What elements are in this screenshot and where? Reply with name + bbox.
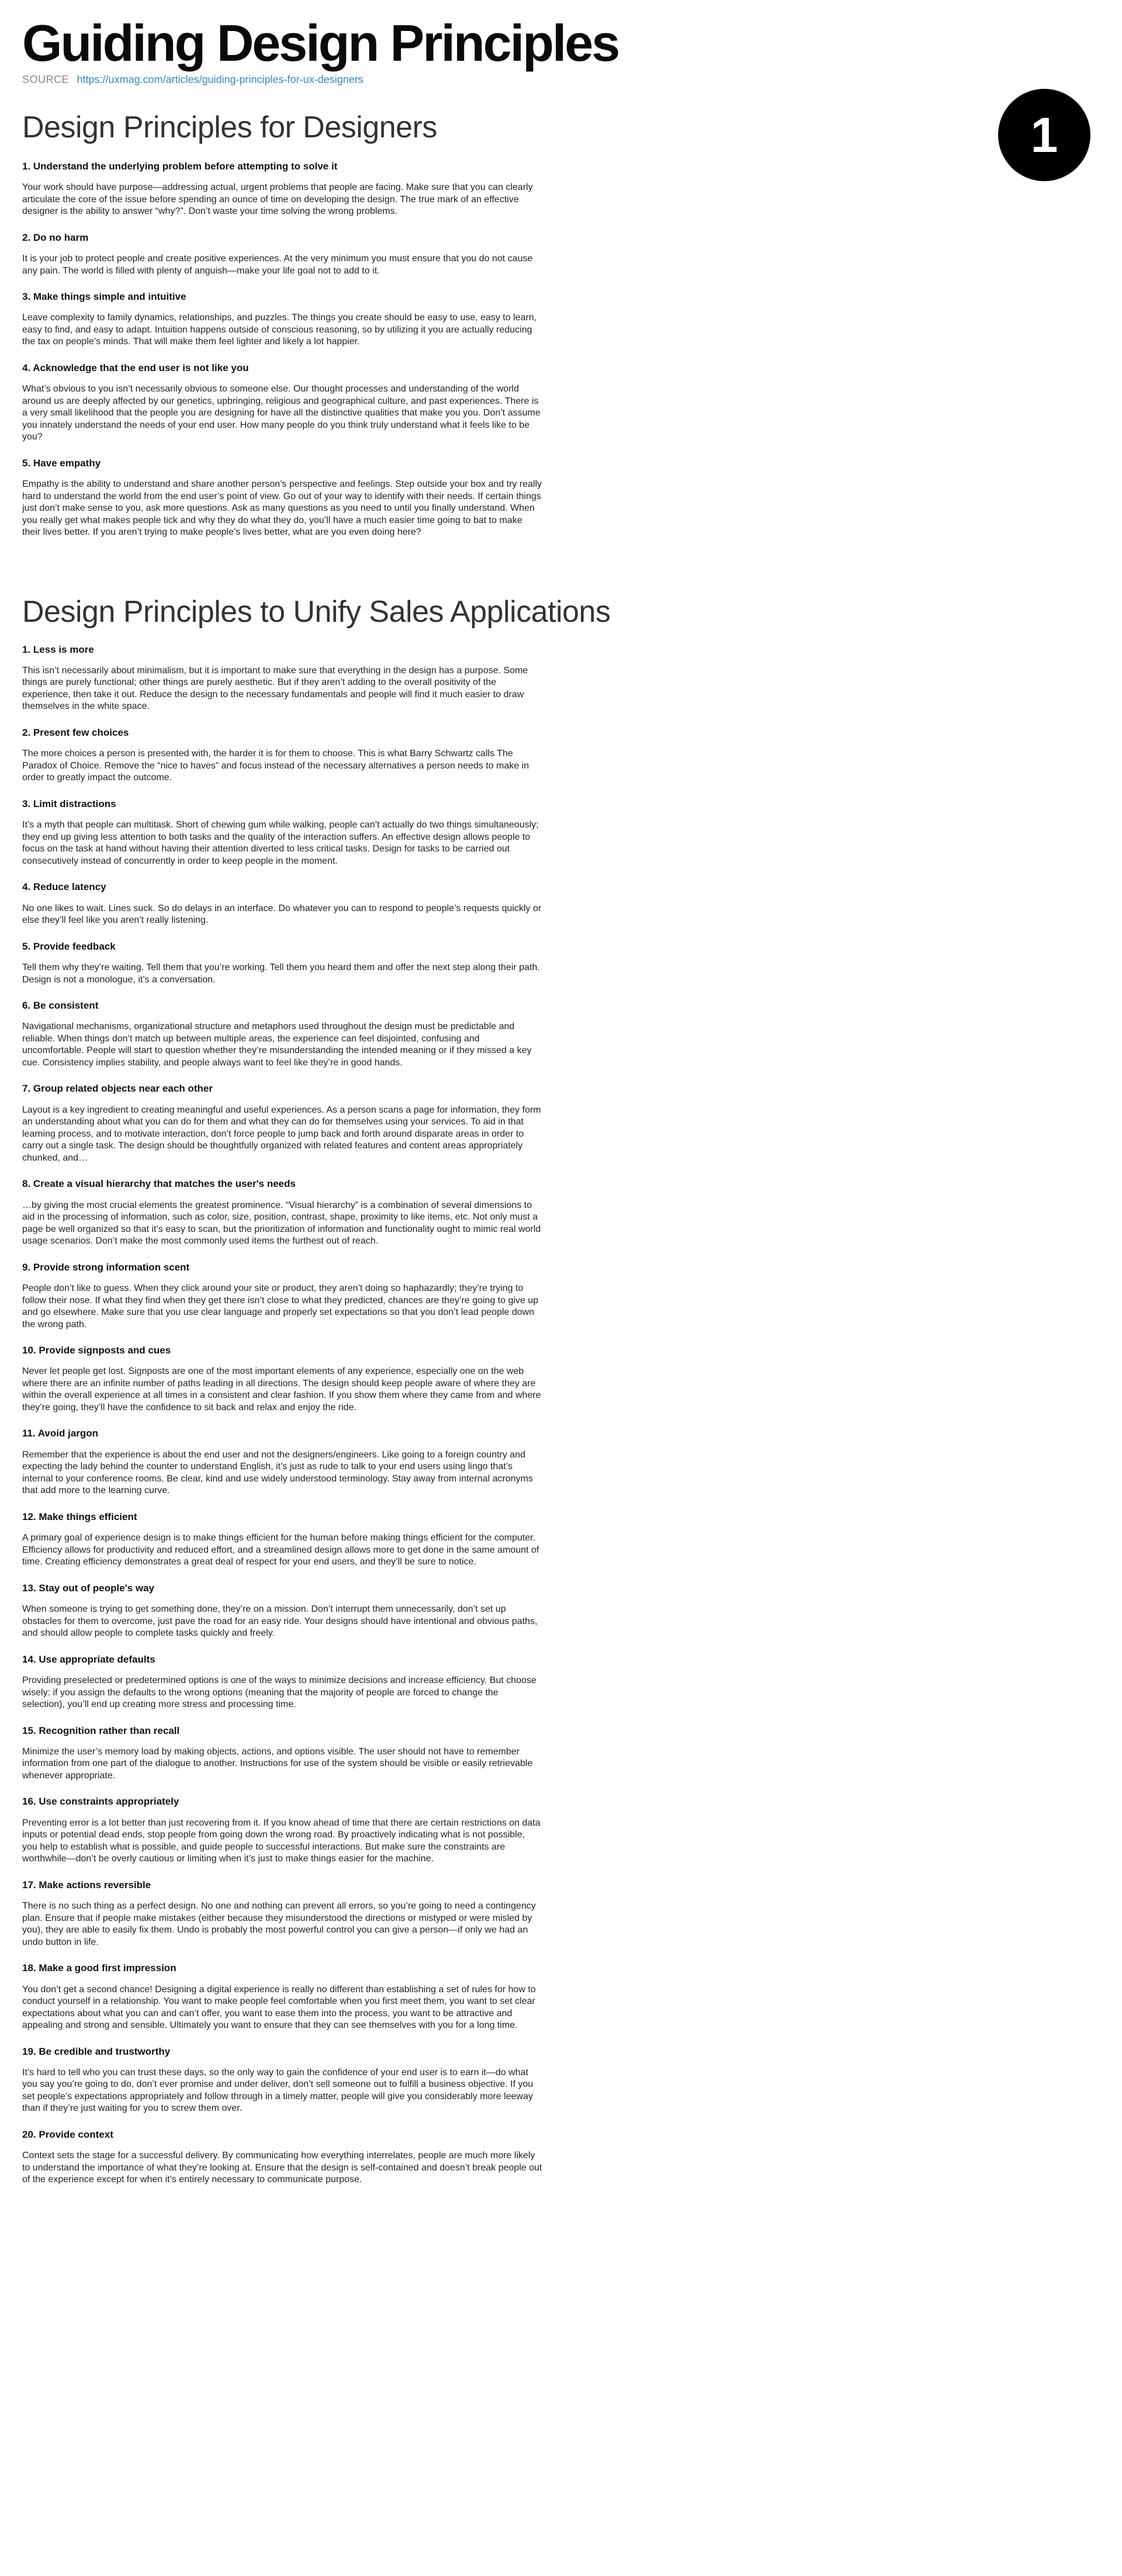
principle-title: 12. Make things efficient (22, 1511, 137, 1522)
principle-title: 15. Recognition rather than recall (22, 1725, 180, 1736)
principle-title: 5. Provide feedback (22, 940, 116, 952)
principle-body: There is no such thing as a perfect design. No one and nothing can prevent all errors, so you’re going to need a contingency plan. Ensure that if people make mistakes (either because they misunderstood the directions or mistyped or were misled by you), they are able to easily fix them. Undo is probably the most powerful control you can give a person—if only we had an undo button in life. (22, 1901, 536, 1947)
principle-item (22, 881, 542, 926)
principle-title: 8. Create a visual hierarchy that matches the user's needs (22, 1178, 296, 1190)
principle-body: The more choices a person is presented with, the harder it is for them to choose. This is what Barry Schwartz calls The Paradox of Choice. Remove the “nice to haves” and focus instead of the necessary alternatives a person needs to make in order to greatly impact the outcome. (22, 749, 529, 783)
section-title-designers: Design Principles for Designers (22, 110, 437, 144)
principle-title: 3. Limit distractions (22, 798, 116, 809)
principle-body: Providing preselected or predetermined options is one of the ways to minimize decisions and increase efficiency. But choose wisely: if you assign the defaults to the wrong options (meaning that the majority of people are forced to change the selection), you’ll end up creating more stress and processing time. (22, 1675, 536, 1710)
principle-body: Context sets the stage for a successful delivery. By communicating how everything interrelates, people are much more likely to understand the importance of what they’re looking at. Ensure that the design is self-contained and doesn’t break people out of the experience except for when it’s entirely necessary to communicate purpose. (22, 2151, 542, 2185)
principle-item (22, 1879, 542, 1948)
principle-body: A primary goal of experience design is to make things efficient for the human before making things efficient for the computer. Efficiency allows for productivity and reduced effort, and a streamlined design allows more to get done in the same amount of time. Creating efficiency demonstrates a great deal of respect for your end users, and they’ll be sure to notice. (22, 1533, 539, 1567)
principle-body: Navigational mechanisms, organizational structure and metaphors used throughout the design must be predictable and reliable. When things don’t match up between multiple areas, the experience can feel disjointed, confusing and uncomfortable. People will start to question whether they’re misunderstanding the intended meaning or if they missed a key cue. Consistency implies stability, and people always want to feel like they’re in good hands. (22, 1022, 532, 1068)
principle-title: 7. Group related objects near each other (22, 1083, 213, 1095)
principle-item (22, 644, 542, 713)
principle-title: 2. Do no harm (22, 231, 89, 243)
principle-item (22, 1796, 542, 1865)
principle-body: Empathy is the ability to understand and share another person’s perspective and feelings. Step outside your box and try really hard to understand the world from the end user’s point of view. Go out of your way to identify with their needs. If certain things just don’t make sense to you, ask more questions. Ask as many questions as you need to until you finally understand. When you really get what makes people tick and why they do what they do, you’ll have a much easier time going to bat to make their lives better. If you aren’t trying to make people’s lives better, what are you even doing here? (22, 479, 542, 538)
principle-item (22, 1511, 542, 1569)
principle-item (22, 1178, 542, 1247)
principle-item (22, 2129, 542, 2186)
principle-body: Preventing error is a lot better than just recovering from it. If you know ahead of time that there are certain restrictions on data inputs or potential dead ends, stop people from going down the wrong road. By proactively indicating what is not possible, you help to establish what is possible, and guide people to successful interactions. But make sure the constraints are worthwhile—don’t be overly cautious or limiting when it’s just to make things easier for the machine. (22, 1817, 541, 1864)
principle-body: Minimize the user’s memory load by making objects, actions, and options visible. The user should not have to remember information from one part of the dialogue to another. Instructions for use of the system should be visible or easily retrievable whenever appropriate. (22, 1746, 533, 1781)
principle-title: 1. Understand the underlying problem before attempting to solve it (22, 160, 338, 172)
principle-item (22, 1583, 542, 1640)
principle-title: 14. Use appropriate defaults (22, 1653, 155, 1665)
principle-title: 6. Be consistent (22, 1000, 99, 1011)
principle-body: It’s hard to tell who you can trust these days, so the only way to gain the confidence of your end user is to earn it—do what you say you’re going to do, don’t ever promise and under deliver, don’t sell someone out to fulfill a business objective. If you set people’s expectations appropriately and follow through in a timely matter, people will give you considerably more leeway than if they’re just waiting for you to screw them over. (22, 2067, 534, 2114)
principle-title: 3. Make things simple and intuitive (22, 291, 186, 303)
principle-body: People don’t like to guess. When they click around your site or product, they aren’t doing so haphazardly; they’re trying to follow their nose. If what they find when they get there isn’t close to what they predicted, chances are they’re going to give up and go elsewhere. Make sure that you use clear language and properly set expectations so that you don’t lead people down the wrong path. (22, 1283, 539, 1329)
principle-title: 2. Present few choices (22, 726, 129, 738)
principle-body: You don’t get a second chance! Designing a digital experience is really no different than establishing a set of rules for how to conduct yourself in a relationship. You want to make people feel comfortable when you first meet them, you want to set clear expectations about what you can and can’t offer, you want to ease them into the process, you want to be attractive and appealing and strong and sensible. Ultimately you want to ensure that they can see themselves with you for a long time. (22, 1984, 536, 2031)
principle-item (22, 2046, 542, 2115)
principle-title: 11. Avoid jargon (22, 1428, 99, 1439)
principle-item (22, 232, 542, 277)
principle-title: 20. Provide context (22, 2128, 113, 2140)
principle-title: 1. Less is more (22, 643, 94, 655)
principle-body: …by giving the most crucial elements the greatest prominence. “Visual hierarchy” is a combination of several dimensions to aid in the processing of information, such as color, size, position, contrast, shape, proximity to like items, etc. Not only must a page be well organized so that it’s easy to scan, but the prioritization of information and functionality ought to mimic real world usage scenarios. Don’t make the most commonly used items the furthest out of reach. (22, 1200, 541, 1247)
principle-item (22, 1000, 542, 1069)
principle-item (22, 798, 542, 867)
principle-item (22, 161, 542, 218)
principle-item (22, 458, 542, 539)
principle-item (22, 1428, 542, 1497)
principle-title: 4. Acknowledge that the end user is not like you (22, 362, 249, 373)
principle-item (22, 1725, 542, 1782)
principle-body: Layout is a key ingredient to creating meaningful and useful experiences. As a person scans a page for information, they form an understanding about what you can do for them and what they can do for themselves using your services. To aid in that learning process, and to motivate interaction, don’t force people to jump back and forth around disparate areas in order to carry out a single task. The design should be thoughtfully organized with related features and content areas appropriately chunked, and… (22, 1105, 541, 1163)
principle-item (22, 1083, 542, 1164)
principle-body: It is your job to protect people and create positive experiences. At the very minimum you must ensure that you do not cause any pain. The world is filled with plenty of anguish—make your life goal not to add to it. (22, 254, 533, 276)
section-number-badge: 1 (998, 89, 1090, 181)
principle-body: Remember that the experience is about the end user and not the designers/engineers. Like going to a foreign country and expecting the lady behind the counter to understand English, it’s just as rude to talk to your end users using lingo that’s internal to your conference rooms. Be clear, kind and use widely understood terminology. Stay away from internal acronyms that add more to the learning curve. (22, 1449, 533, 1496)
principle-title: 9. Provide strong information scent (22, 1261, 190, 1273)
principle-title: 5. Have empathy (22, 457, 101, 469)
principle-title: 19. Be credible and trustworthy (22, 2045, 171, 2057)
source-line (22, 74, 1086, 86)
principle-title: 10. Provide signposts and cues (22, 1345, 171, 1356)
principle-item (22, 1262, 542, 1331)
page (22, 0, 1086, 2186)
principles-list-designers (22, 161, 1086, 539)
principle-body: Your work should have purpose—addressing actual, urgent problems that people are facing. Make sure that you can clearly articulate the core of the issue before spending an ounce of time on developing the design. The true mark of an effective designer is the ability to answer “why?”. Don’t waste your time solving the wrong problems. (22, 182, 533, 217)
principle-item (22, 1345, 542, 1414)
source-label: SOURCE (22, 74, 70, 85)
principle-item (22, 362, 542, 444)
principle-body: It’s a myth that people can multitask. Short of chewing gum while walking, people can’t actually do two things simultaneously; they end up giving less attention to both tasks and the quality of the interaction suffers. An effective design allows people to focus on the task at hand without having their attention diverted to less critical tasks. Design for tasks to be carried out consecutively instead of concurrently in order to keep people in the moment. (22, 820, 539, 866)
principle-body: What’s obvious to you isn’t necessarily obvious to someone else. Our thought processes and understanding of the world around us are deeply affected by our genetics, upbringing, religious and geographical culture, and past experiences. There is a very small likelihood that the people you are designing for have all the distinctive qualities that make you you. Don’t assume you innately understand the needs of your end user. How many people do you think truly understand what it feels like to be you? (22, 384, 541, 442)
principle-title: 18. Make a good first impression (22, 1962, 176, 1974)
principle-title: 16. Use constraints appropriately (22, 1796, 179, 1808)
principle-item (22, 1654, 542, 1711)
principle-body: Never let people get lost. Signposts are one of the most important elements of any experience, especially one on the web where there are an infinite number of paths leading in all directions. The design should keep people aware of where they are within the overall experience at all times in a consistent and clear fashion. If you show them where they came from and where they’re going, they’ll have the confidence to sit back and relax and enjoy the ride. (22, 1366, 541, 1412)
principle-body: Leave complexity to family dynamics, relationships, and puzzles. The things you create should be easy to use, easy to learn, easy to find, and easy to adapt. Intuition happens outside of conscious reasoning, so by utilizing it you are actually reducing the tax on people’s minds. That will make them feel lighter and likely a lot happier. (22, 313, 537, 347)
principle-title: 4. Reduce latency (22, 881, 106, 893)
page-title: Guiding Design Principles (22, 14, 619, 72)
section-title-sales: Design Principles to Unify Sales Applications (22, 594, 611, 629)
principle-body: Tell them why they’re waiting. Tell them that you’re working. Tell them you heard them and offer the next step along their path. Design is not a monologue, it’s a conversation. (22, 962, 540, 985)
principle-title: 17. Make actions reversible (22, 1879, 151, 1891)
principle-body: This isn’t necessarily about minimalism, but it is important to make sure that everything in the design has a purpose. Some things are purely functional; other things are purely aesthetic. But if they aren’t adding to the overall positivity of the experience, then take it out. Reduce the design to the necessary fundamentals and people will find it much easier to draw themselves in the white space. (22, 665, 528, 712)
principle-item (22, 1962, 542, 2031)
principles-list-sales (22, 644, 1086, 2186)
principle-title: 13. Stay out of people's way (22, 1582, 155, 1594)
principle-item (22, 727, 542, 784)
source-link[interactable]: https://uxmag.com/articles/guiding-principles-for-ux-designers (77, 74, 363, 85)
principle-item (22, 291, 542, 348)
principle-body: No one likes to wait. Lines suck. So do delays in an interface. Do whatever you can to respond to people’s requests quickly or else they’ll feel like you aren’t really listening. (22, 903, 542, 926)
principle-body: When someone is trying to get something done, they’re on a mission. Don’t interrupt them unnecessarily, don’t set up obstacles for them to overcome, just pave the road for an easy ride. Your designs should have intentional and obvious paths, and should allow people to complete tasks quickly and freely. (22, 1604, 538, 1639)
principle-item (22, 941, 542, 986)
